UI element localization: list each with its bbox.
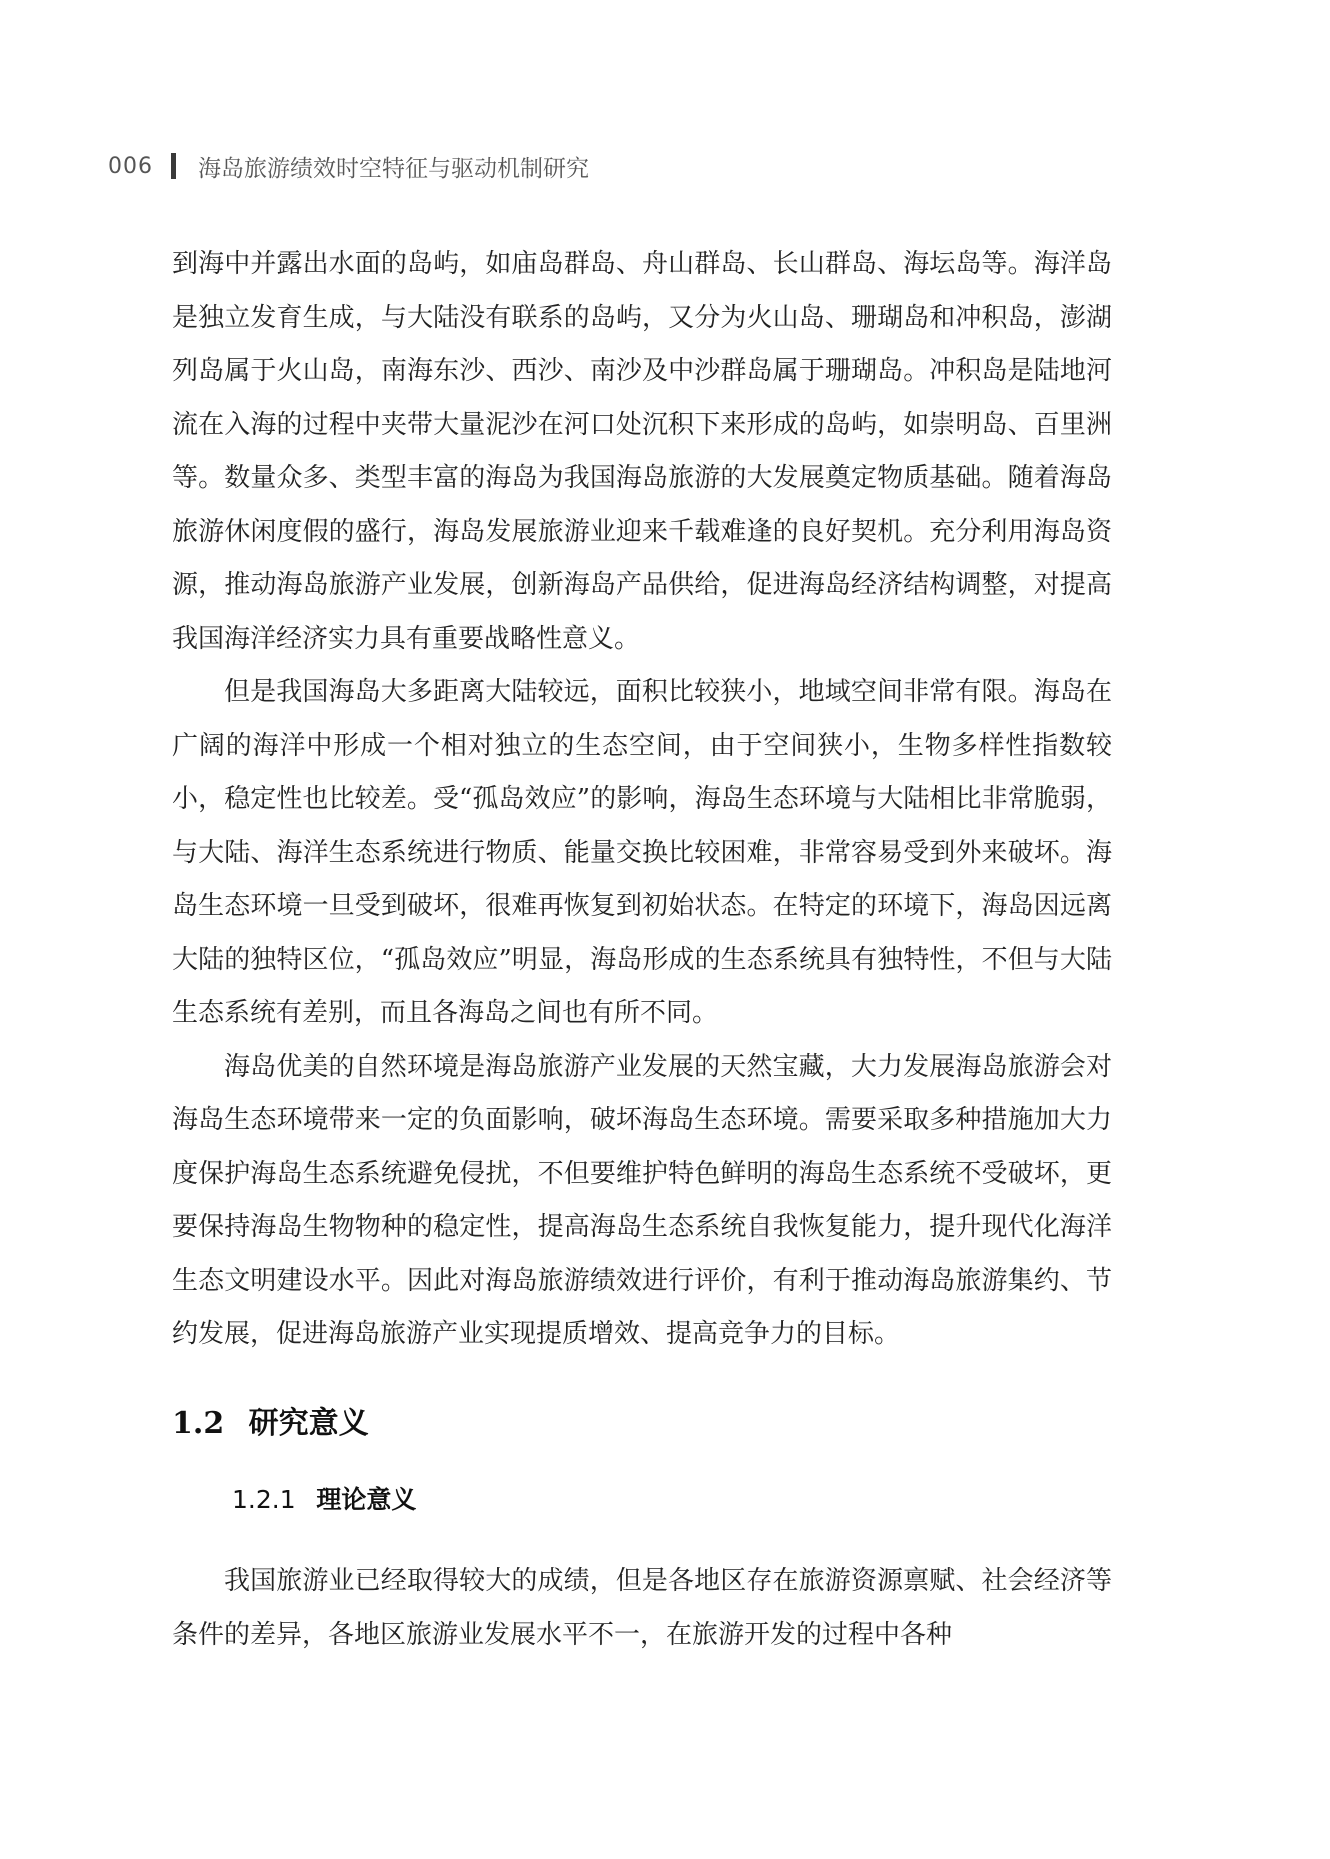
paragraph: 但是我国海岛大多距离大陆较远，面积比较狭小，地域空间非常有限。海岛在广阔的海洋中形成一个相对独立的生态空间，由于空间狭小，生物多样性指数较小，稳定性也比较差。受“孤岛效应”的影响，海岛生态环境与大陆相比非常脆弱，与大陆、海洋生态系统进行物质、能量交换比较困难，非常容易受到外来破坏。海岛生态环境一旦受到破坏，很难再恢复到初始状态。在特定的环境下，海岛因远离大陆的独特区位，“孤岛效应”明显，海岛形成的生态系统具有独特性，不但与大陆生态系统有差别，而且各海岛之间也有所不同。 <box>172 677 1112 1028</box>
subsection-body <box>172 1555 1112 1662</box>
paragraph: 我国旅游业已经取得较大的成绩，但是各地区存在旅游资源禀赋、社会经济等条件的差异，各地区旅游业发展水平不一，在旅游开发的过程中各种 <box>172 1566 1112 1650</box>
paragraph: 到海中并露出水面的岛屿，如庙岛群岛、舟山群岛、长山群岛、海坛岛等。海洋岛是独立发育生成，与大陆没有联系的岛屿，又分为火山岛、珊瑚岛和冲积岛，澎湖列岛属于火山岛，南海东沙、西沙、南沙及中沙群岛属于珊瑚岛。冲积岛是陆地河流在入海的过程中夹带大量泥沙在河口处沉积下来形成的岛屿，如崇明岛、百里洲等。数量众多、类型丰富的海岛为我国海岛旅游的大发展奠定物质基础。随着海岛旅游休闲度假的盛行，海岛发展旅游业迎来千载难逢的良好契机。充分利用海岛资源，推动海岛旅游产业发展，创新海岛产品供给，促进海岛经济结构调整，对提高我国海洋经济实力具有重要战略性意义。 <box>172 249 1112 654</box>
page-number: 006 <box>108 153 153 179</box>
body-text <box>172 238 1112 1362</box>
running-header <box>108 146 589 186</box>
subsection-heading <box>232 1480 416 1516</box>
paragraph: 海岛优美的自然环境是海岛旅游产业发展的天然宝藏，大力发展海岛旅游会对海岛生态环境带来一定的负面影响，破坏海岛生态环境。需要采取多种措施加大力度保护海岛生态系统避免侵扰，不但要维护特色鲜明的海岛生态系统不受破坏，更要保持海岛生物物种的稳定性，提高海岛生态系统自我恢复能力，提升现代化海洋生态文明建设水平。因此对海岛旅游绩效进行评价，有利于推动海岛旅游集约、节约发展，促进海岛旅游产业实现提质增效、提高竞争力的目标。 <box>172 1051 1112 1349</box>
section-title: 研究意义 <box>248 1406 369 1441</box>
section-number: 1.2 <box>172 1406 225 1441</box>
section-heading <box>172 1398 369 1442</box>
subsection-number: 1.2.1 <box>232 1485 296 1514</box>
subsection-title: 理论意义 <box>316 1485 417 1514</box>
book-title: 海岛旅游绩效时空特征与驱动机制研究 <box>198 155 589 182</box>
header-divider <box>171 153 176 179</box>
